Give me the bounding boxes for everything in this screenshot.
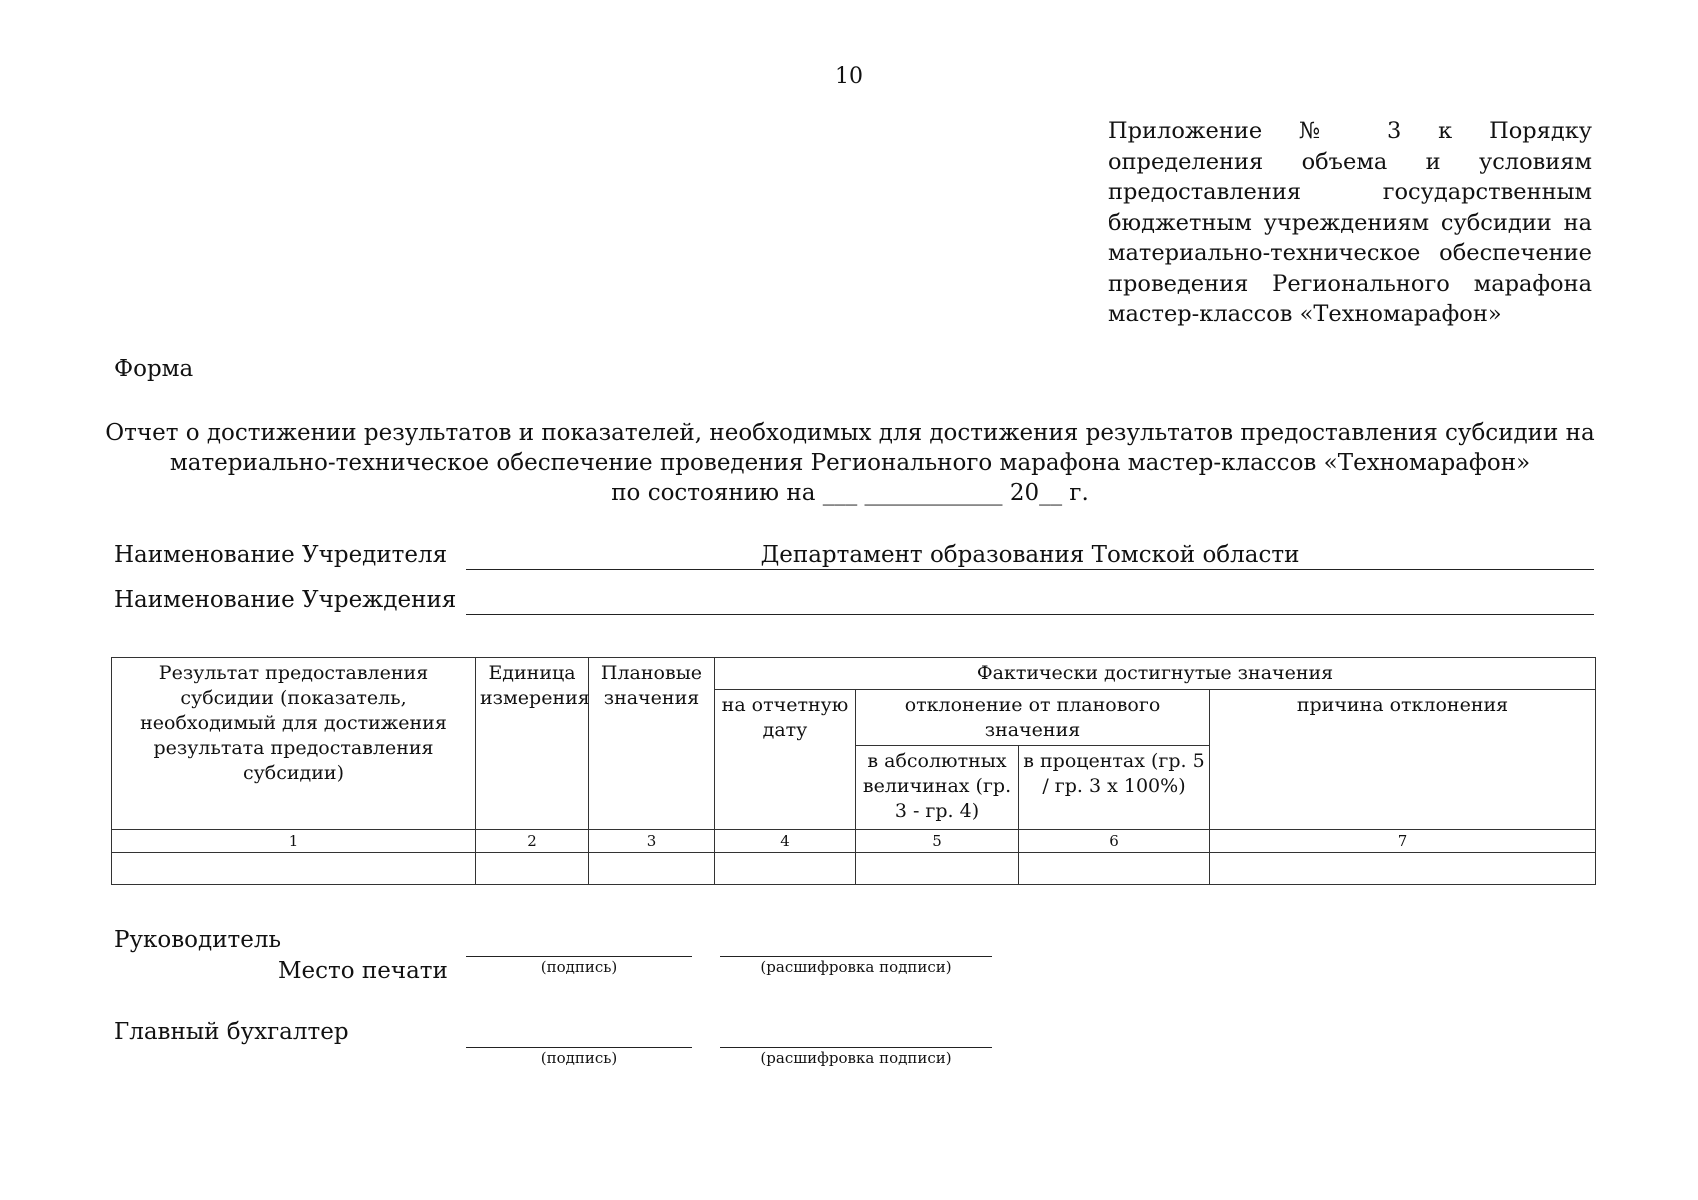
header-result: Результат предоставления субсидии (показатель, необходимый для достижения результата предоставления субсидии) — [112, 658, 476, 830]
column-number: 1 — [112, 830, 476, 853]
head-signature-line — [466, 956, 692, 957]
report-title-line-2: материально-техническое обеспечение проведения Регионального марафона мастер-классов «Техномарафон» — [169, 450, 1531, 476]
column-number: 4 — [715, 830, 856, 853]
header-at-report-date: на отчетную дату — [715, 690, 856, 830]
column-number: 5 — [856, 830, 1019, 853]
accountant-decoding-caption: (расшифровка подписи) — [760, 1049, 952, 1067]
column-number: 7 — [1210, 830, 1596, 853]
founder-line — [466, 569, 1594, 570]
table-row — [112, 853, 1596, 885]
report-date-line: по состоянию на ___ ____________ 20__ г. — [611, 480, 1089, 506]
header-planned: Плановые значения — [589, 658, 715, 830]
column-number: 6 — [1019, 830, 1210, 853]
table-cell — [715, 853, 856, 885]
header-unit: Единица измерения — [476, 658, 589, 830]
annex-note: Приложение № 3 к Порядку определения объема и условиям предоставления государственным бюджетным учреждениям субсидии на материально-техническое обеспечение проведения Регионального марафона мастер-классов «Техномарафон» — [1108, 118, 1592, 327]
institution-label: Наименование Учреждения — [114, 587, 457, 613]
table-cell — [476, 853, 589, 885]
head-decoding-caption: (расшифровка подписи) — [760, 958, 952, 976]
table-cell — [1210, 853, 1596, 885]
accountant-label: Главный бухгалтер — [114, 1019, 349, 1045]
form-label: Форма — [114, 356, 194, 382]
header-actual-values: Фактически достигнутые значения — [715, 658, 1596, 690]
column-number: 2 — [476, 830, 589, 853]
header-deviation-absolute: в абсолютных величинах (гр. 3 - гр. 4) — [856, 746, 1019, 830]
founder-label: Наименование Учредителя — [114, 542, 448, 568]
header-deviation-percent: в процентах (гр. 5 / гр. 3 х 100%) — [1019, 746, 1210, 830]
head-signature-caption: (подпись) — [540, 958, 618, 976]
head-decoding-line — [720, 956, 992, 957]
accountant-signature-caption: (подпись) — [540, 1049, 618, 1067]
table-cell — [589, 853, 715, 885]
column-numbers-row — [112, 830, 1596, 853]
report-title-line-1: Отчет о достижении результатов и показателей, необходимых для достижения результатов предоставления субсидии на — [105, 420, 1595, 446]
table-cell — [112, 853, 476, 885]
stamp-label: Место печати — [278, 958, 448, 984]
founder-value: Департамент образования Томской области — [760, 542, 1300, 568]
table-cell — [856, 853, 1019, 885]
report-title — [100, 418, 1600, 508]
table-cell — [1019, 853, 1210, 885]
head-label: Руководитель — [114, 927, 281, 953]
column-number: 3 — [589, 830, 715, 853]
accountant-decoding-line — [720, 1047, 992, 1048]
report-table — [111, 657, 1596, 885]
page-number: 10 — [835, 64, 863, 89]
header-deviation-reason: причина отклонения — [1210, 690, 1596, 830]
header-deviation: отклонение от планового значения — [856, 690, 1210, 746]
institution-line — [466, 614, 1594, 615]
accountant-signature-line — [466, 1047, 692, 1048]
